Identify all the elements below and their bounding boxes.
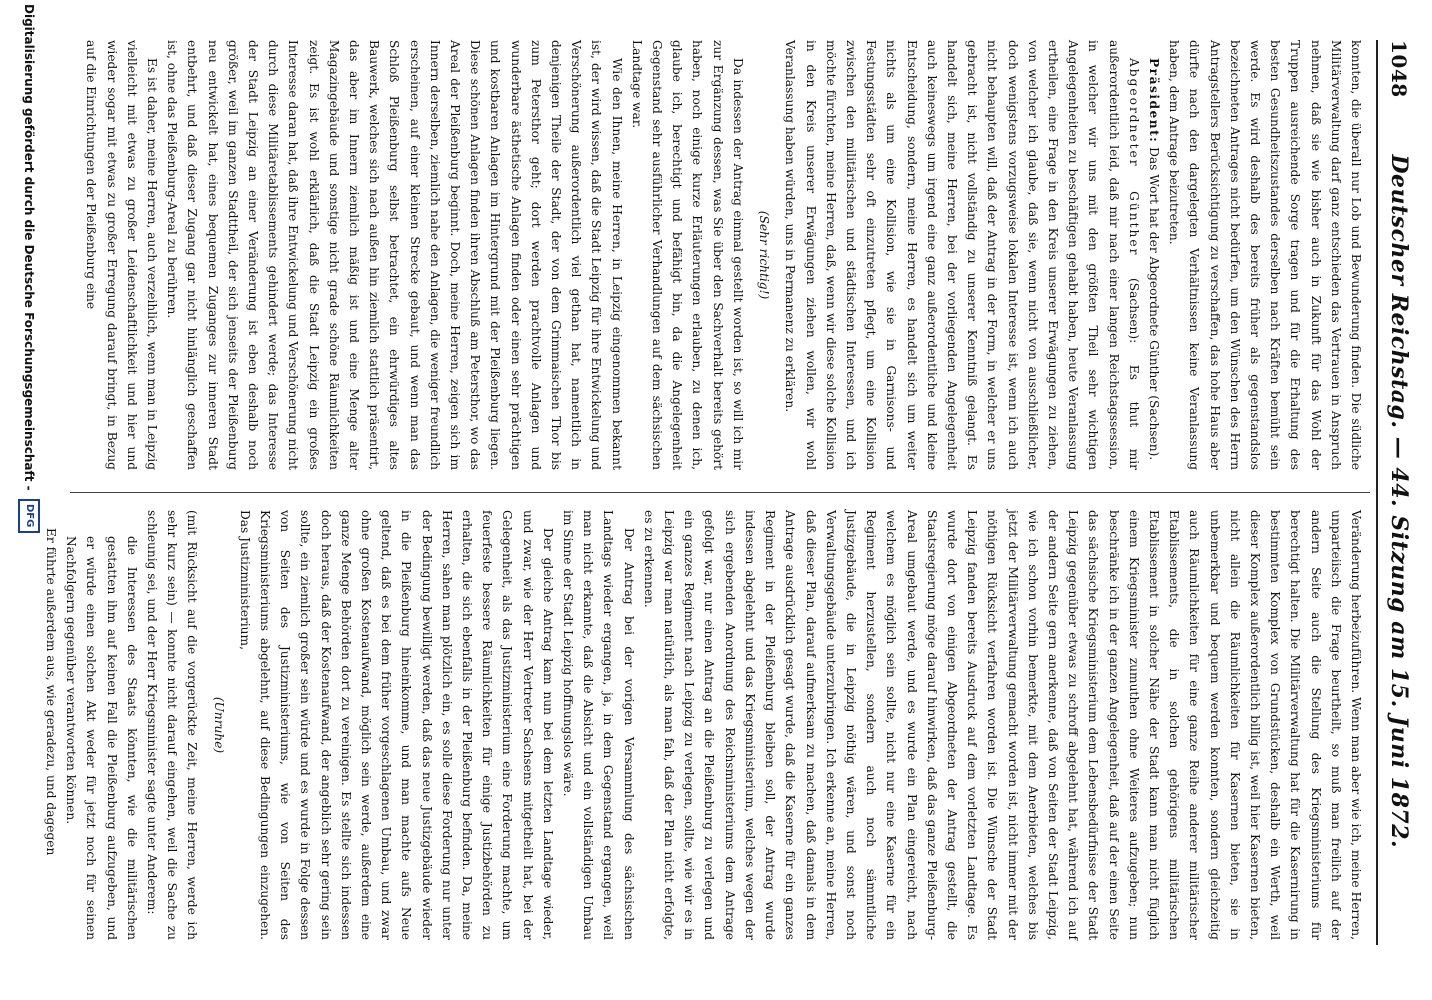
digitization-footer <box>14 4 44 964</box>
dfg-logo: DFG <box>18 499 40 533</box>
interjection-left: (Sehr richtig!) <box>757 210 772 300</box>
speaker-paragraph <box>780 40 1144 470</box>
left-paragraph: Es ist daher, meine Herren, auch verzeihlich, wenn man in Leipzig vielleicht mit etwas zu großer Leidenschaftlichkeit und hier und wieder sogar mit etwas zu großer Erregung darauf bringt, in Bezug auf die Einrichtungen der Pleißenburg eine <box>84 40 160 470</box>
president-paragraph <box>1144 40 1164 470</box>
interjection-right: (Unruhe) <box>211 696 226 754</box>
page-title: Deutscher Reichstag. — 44. Sitzung am 15. Juni 1872. <box>1386 154 1412 849</box>
left-paragraph: Da indessen der Antrag einmal gestellt worden ist, so will ich mir zur Ergänzung dessen, was Sie über den Sachverhalt bereits gehört haben, noch einige kurze Erläuterungen erlauben, zu denen ich, glaube ich, berechtigt und befähigt bin, da die Angelegenheit Gegenstand sehr ausführlicher Verhandlungen auf dem sächsischen Landtage war. <box>629 40 745 470</box>
column-divider <box>70 492 1370 493</box>
right-paragraph: Der Antrag bei der vorigen Versammlung des sächsischen Landtags wieder ergangen, ja, in dem Gegenstand ergangen, weil man nicht erkannte, daß die Absicht und ein vollständigen Umbau im Sinne der Stadt Leipzig hoffnungslos wäre. <box>561 510 636 940</box>
president-label: Präsident: <box>1146 58 1161 144</box>
president-text: Das Wort hat der Abgeordnete Günther (Sachsen). <box>1146 147 1161 461</box>
right-paragraph: Er führte außerdem aus, wie geradezu, und dagegen <box>44 528 58 856</box>
left-paragraph: konnten, die überall nur Lob und Bewunderung finden. Die südliche Militärverwaltung darf ganz entschieden das Vertrauen in Anspruch nehmen, daß sie wie bisher auch in Zukunft für das Wohl der Truppen ausreichende Sorge tragen und für die Erhaltung des besten Gesundheitszustandes derselben nach Kräften bemüht sein werde. Es wird deshalb des bereits früher als gegenstandslos bezeichneten Antrages nicht bedürfen, um den Wünschen des Herrn Antragstellers Berücksichtigung zu verschaffen, das hohe Haus aber dürfte nach den dargelegten Verhältnissen keine Veranlassung haben, dem Antrage beizutreten. <box>1167 40 1363 470</box>
quote-paragraph: die Interessen des Staats könnten, wie die militärischen gestatten ihm auf keinen Fall die Pleißenburg aufzugeben, und er würde einen solchen Akt weder für jetzt noch für seinen Nachfolgern gegenüber verantworten können. <box>64 536 139 940</box>
left-column <box>66 40 1366 470</box>
right-column <box>44 510 1366 940</box>
page-header <box>1382 40 1416 945</box>
footer-text: Digitalisierung gefördert durch die Deutsche Forschungsgemeinschaft - <box>22 4 36 491</box>
right-paragraph: Der gleiche Antrag kam nun bei dem letzten Landtage wieder, und zwar, wie der Herr Vertreter Sachsens mitgetheilt hat, bei der Gelegenheit, als das Justizministerium eine Forderung machte, um feuerfeste bessere Räumlichkeiten für einige Justizbehörden zu erhalten, die sich ebenfalls in der Pleißenburg befinden. Da, meine Herren, sahen man plötzlich ein, es solle diese Forderung nur unter der Bedingung bewilligt werden, daß das neue Justizgebäude wieder in die Pleißenburg hineinkomme, und man machte aufs Neue geltend, daß es bei dem früher vorgeschlagenen Umbau, und zwar ohne großen Kostenaufwand, möglich sein werde, außerdem eine ganze Menge Behörden dort zu vereinigen. Es stellte sich indessen doch heraus, daß der Kostenaufwand, der angeblich sehr gering sein sollte, ein ziemlich großer sein würde und es wurde in Folge dessen von Seiten des Justizministeriums, wie von Seiten des Kriegsministeriums abgelehnt, auf diese Bedingungen einzugehen. Das Justizministerium, <box>237 510 555 940</box>
left-paragraph: Wie den Ihnen, meine Herren, in Leipzig eingenommen bekannt ist, der wird wissen, daß die Stadt Leipzig für ihre Entwickelung und Verschönerung außerordentlich viel gethan hat, namentlich in denjenigen Theile der Stadt, der von dem Grimmaischen Thor bis zum Petersthor geht; dort werden prachtvolle Anlagen und wunderbare ästhetische Anlagen finden oder einen sehr prächtigen und kostbaren Anlagen im Hintergrund mit der Pleißenburg liegen. Diese schönen Anlagen finden ihren Abschluß am Petersthor, wo das Areal der Pleißenburg beginnt. Doch, meine Herren, zeigen sich im Innern derselben, ziemlich nahe den Anlagen, die weniger freundlich erscheinen, auf einer kleinen Strecke gebaut, und wenn man das Schloß Pleißenburg selbst betrachtet, ein ehrwürdiges altes Bauwerk, welches sich nach außen hin ziemlich stattlich präsentirt, das aber im Innern ziemlich mäßig ist und eine Menge alter Magazingebäude und sonstige nicht grade schöne Räumlichkeiten zeigt. Es ist wohl erklärlich, daß die Stadt Leipzig ein großes Interesse daran hat, daß ihre Entwickelung und Verschönerung nicht durch diese Militäretablissements gehindert werde; das Interesse der Stadt Leipzig an einer Veränderung ist eben deshalb noch größer, weil im ganzen Stadttheil, der sich jenseits der Pleißenburg neu entwickelt hat, eines bequemen Zuganges zur inneren Stadt entbehrt, und daß dieser Zugang gar nicht hinlänglich geschaffen ist, ohne das Pleißenburg-Areal zu berühren. <box>165 40 624 470</box>
speaker-text: (Sachsen): Es thut mir außerordentlich leid, daß mir nach einer langen Reichstagssession, in welcher wir uns mit den größten Theil sehr wichtigen Angelegenheiten zu beschäftigen gehabt haben, heute Veranlassung ertheilen, eine Frage in den Kreis unserer Erwägungen zu ziehen, von welcher ich glaube, daß sie, wenn nicht von ausschließlicher, doch wenigstens vorzugsweise lokalen Interesse ist, wenn ich auch nicht behaupten will, daß der Antrag in der Form, in welcher er uns gebracht ist, nicht vollständig zu unserer Kenntniß gelangt. Es handelt sich, meine Herren, bei der vorliegenden Angelegenheit auch keineswegs um irgend eine ganz außerordentliche und kleine Entscheidung, sondern, meine Herren, es handelt sich um weiter nichts als um eine Kollision, wie sie in Garnisons- und Festungsstädten sehr oft einzutreten pflegt, um eine Kollision zwischen den militärischen und städtischen Interessen, und ich möchte fürchten, meine Herren, daß, wenn wir diese solche Kollision in den Kreis unserer Erwägungen ziehen wollen, wir wohl Veranlassung haben würden, uns in Permanenz zu erklären. <box>783 40 1141 470</box>
header-rule <box>1376 40 1378 945</box>
speaker-label: Abgeordneter Günther <box>1126 58 1141 257</box>
page-number: 1048 <box>1387 40 1411 98</box>
right-paragraph: Veränderung herbeizuführen. Wenn man aber wie ich, meine Herren, unparteiisch die Frage beurtheilt, so muß man freilich auf der andern Seite auch die Stellung des Kriegsministeriums für berechtigt halten. Die Militärverwaltung hat für die Kasernirung in bestimmten Komplex von Grundstücken, deshalb ein Werth, weil dieser Komplex außerordentlich billig ist, weil hier Kasernen bieten, nicht allein die Räumlichkeiten für Kasernen bieten, sie in unbemerkbar und bequem werden konnten, sondern gleichzeitig auch Räumlichkeiten für eine ganze Reihe anderer militärischer Etablissements, die in solchen gehörigens militärischen Etablissement in solcher Nähe der Stadt kann man nicht füglich einem Kriegsminister zumuthen ohne Weiteres aufzugeben; nun beschränke ich in der ganzen Angelegenheit, daß auf der einen Seite das sächsische Kriegsministerium dem Lebensbedürfnisse der Stadt Leipzig gegenüber etwas zu schroff abgelehnt hat, während ich auf der andern Seite gern anerkenne, daß von Seiten der Stadt Leipzig, wie ich schon vorhin bemerkte, mit dem Anerbieten, welches bis jetzt der Militärverwaltung gemacht worden ist, nicht immer mit der nöthigen Rücksicht verfahren worden ist. Die Wünsche der Stadt Leipzig fanden bereits Ausdruck auf dem vorletzten Landtage. Es wurde dort von einigen Abgeordneten der Antrag gestellt, die Staatsregierung möge darauf hinwirken, daß das ganze Pleißenburg-Areal umgebaut werde, und es wurde ein Plan eingereicht, nach welchem es möglich sein sollte, nicht nur eine Kaserne für ein Regiment herzustellen, sondern auch noch sämmtliche Justizgebäude, die in Leipzig nöthig wären, und sonst noch Verwaltungsgebäude unterzubringen. Ich erkenne an, meine Herren, daß dieser Plan, darauf aufmerksam zu machen, daß damals in dem Antrage ausdrücklich gesagt wurde, daß die Kaserne für ein ganzes Regiment in der Pleißenburg bleiben soll, der Antrag wurde indessen abgelehnt und das Kriegsministerium, welches wegen der sich ergebenden Anordnung des Reichsministeriums dem Antrage gefolgt war, nur einen Antrag an die Pleißenburg zu verlegen und ein ganzes Regiment nach Leipzig zu verlegen, sollte, wie wir es in Leipzig war man natürlich, als man fah, daß der Plan nicht erfolgte, es zu erkennen. <box>641 510 1363 940</box>
right-paragraph: (mit Rücksicht auf die vorgerückte Zeit, meine Herren, werde ich sehr kurz sein) — konnte nicht darauf eingehen, weil die Sache zu schleunig sei, und der Herr Kriegsminister sagte unter Anderem: <box>145 510 200 940</box>
